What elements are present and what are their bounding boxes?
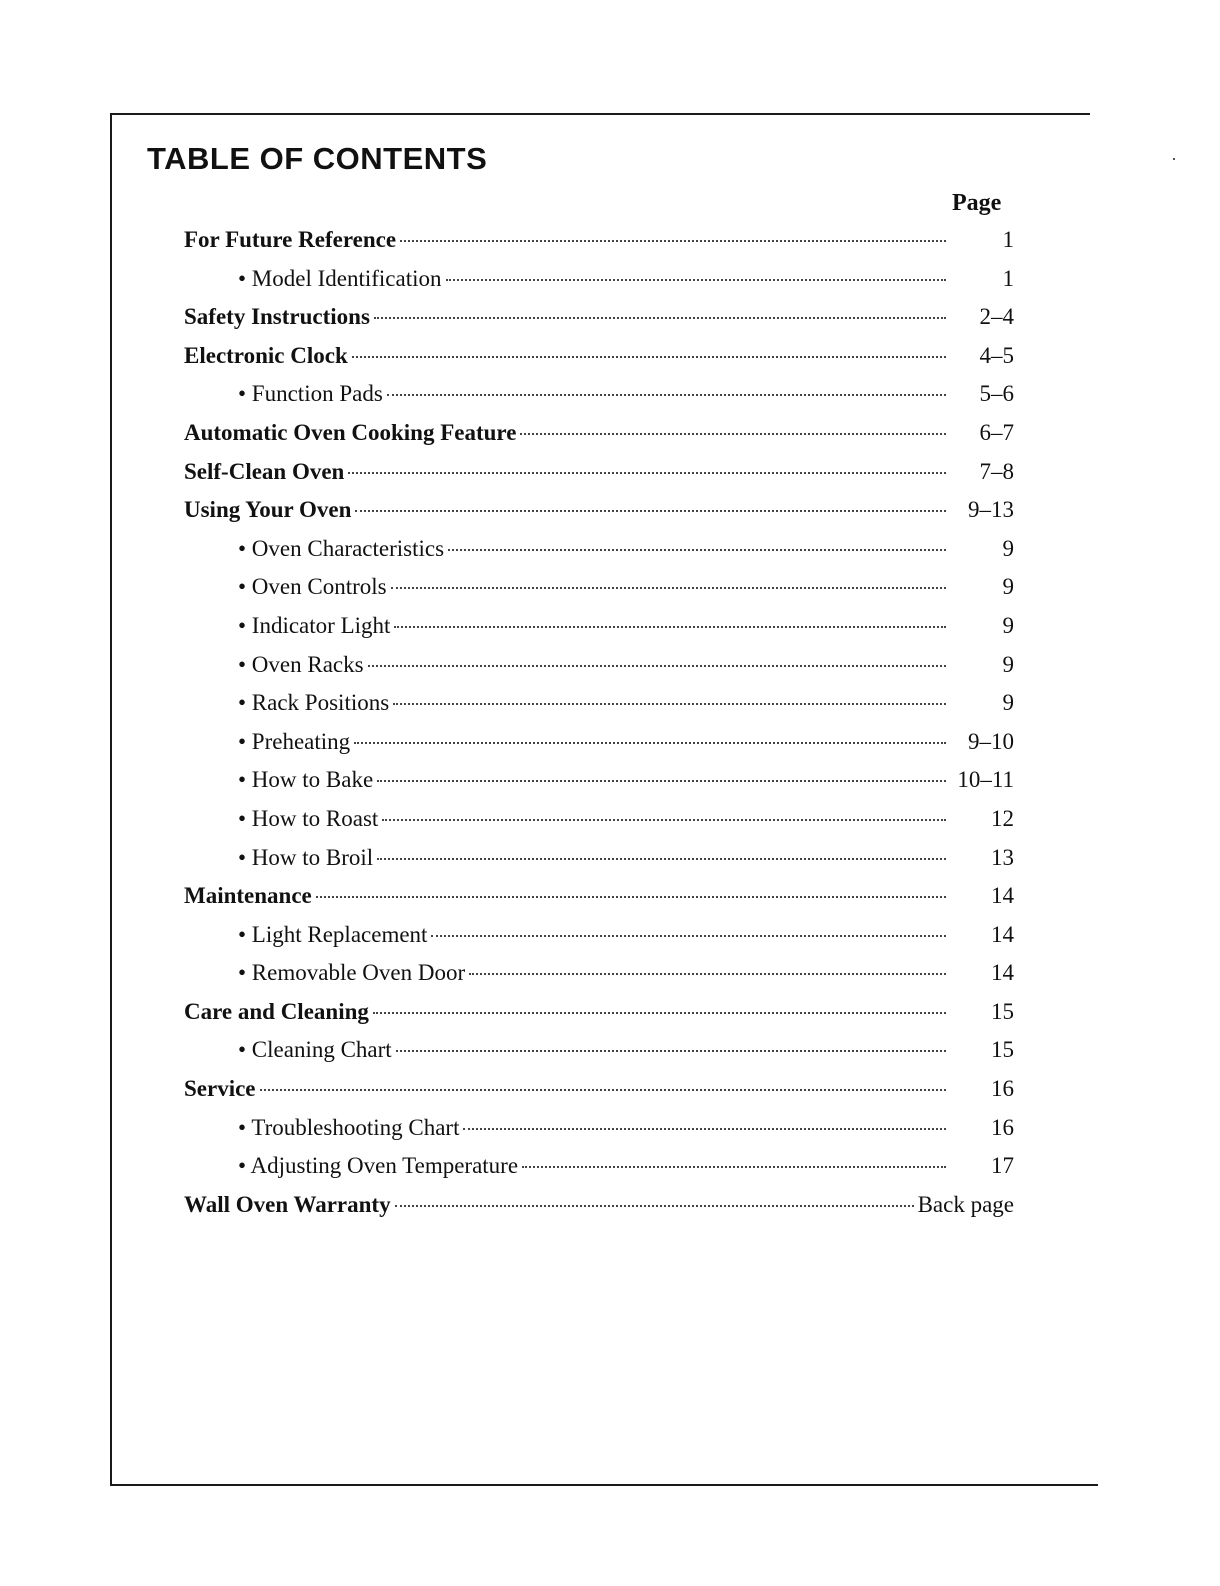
toc-entry-label: Wall Oven Warranty <box>184 1191 391 1217</box>
toc-section-entry <box>184 343 1014 382</box>
dot-leader <box>354 742 946 744</box>
toc-section-entry <box>184 420 1014 459</box>
toc-entry-page-number: 15 <box>991 998 1014 1024</box>
toc-entry-page-number: 9 <box>1002 612 1014 638</box>
toc-entry-page-number: 16 <box>991 1076 1014 1102</box>
toc-entry-label: For Future Reference <box>184 227 397 252</box>
toc-entry-page-number: 6–7 <box>979 419 1014 445</box>
dot-leader <box>400 240 946 242</box>
toc-entry-label: • Rack Positions <box>238 690 390 716</box>
dot-leader <box>469 973 946 975</box>
toc-section-entry <box>184 227 1014 266</box>
toc-subsection-entry <box>184 845 1014 884</box>
dot-leader <box>368 665 946 667</box>
dot-leader <box>373 1012 946 1014</box>
frame-bottom-rule <box>112 1484 1098 1486</box>
toc-subsection-entry <box>184 767 1014 806</box>
toc-subsection-entry <box>184 960 1014 999</box>
frame-top-rule <box>110 113 1090 115</box>
toc-entry-label: Electronic Clock <box>184 342 348 368</box>
dot-leader <box>520 433 946 435</box>
toc-entry-page-number: 10–11 <box>957 767 1014 793</box>
toc-entry-page-number: 17 <box>991 1153 1014 1179</box>
toc-subsection-entry <box>184 613 1014 652</box>
dot-leader <box>463 1128 946 1130</box>
toc-section-entry <box>184 883 1014 922</box>
toc-entry-page-number: Back page <box>917 1191 1014 1217</box>
toc-subsection-entry <box>184 536 1014 575</box>
toc-entry-page-number: 16 <box>991 1114 1014 1140</box>
toc-entry-page-number: 9 <box>1002 574 1014 600</box>
dot-leader <box>396 1050 946 1052</box>
toc-entry-page-number: 2–4 <box>979 304 1014 330</box>
toc-entry-page-number: 15 <box>991 1037 1014 1063</box>
toc-entry-label: • Preheating <box>238 728 351 754</box>
toc-section-entry <box>184 1192 1014 1231</box>
toc-subsection-entry <box>184 574 1014 613</box>
toc-entry-label: • Adjusting Oven Temperature <box>238 1153 519 1179</box>
dot-leader <box>352 356 946 358</box>
dot-leader <box>382 819 946 821</box>
toc-entry-page-number: 9–13 <box>968 497 1014 523</box>
dot-leader <box>395 1205 914 1207</box>
dot-leader <box>394 626 946 628</box>
toc-entry-page-number: 14 <box>991 960 1014 986</box>
toc-subsection-entry <box>184 729 1014 768</box>
toc-subsection-entry <box>184 806 1014 845</box>
toc-subsection-entry <box>184 690 1014 729</box>
toc-entry-label: • How to Broil <box>238 844 374 870</box>
toc-entry-page-number: 12 <box>991 805 1014 831</box>
toc-entry-label: • How to Bake <box>238 767 374 793</box>
toc-entry-page-number: 5–6 <box>979 381 1014 407</box>
toc-entry-label: Self-Clean Oven <box>184 458 345 484</box>
dot-leader <box>446 279 947 281</box>
toc-entry-label: • Model Identification <box>238 265 442 291</box>
scan-speck <box>1173 158 1175 160</box>
dot-leader <box>448 549 946 551</box>
frame-left-rule <box>110 113 112 1486</box>
toc-entry-label: Automatic Oven Cooking Feature <box>184 419 517 445</box>
toc-entry-label: Care and Cleaning <box>184 998 369 1024</box>
toc-subsection-entry <box>184 266 1014 305</box>
dot-leader <box>377 780 946 782</box>
toc-entry-page-number: 4–5 <box>979 342 1014 368</box>
toc-section-entry <box>184 999 1014 1038</box>
dot-leader <box>431 935 946 937</box>
toc-entry-page-number: 9 <box>1002 535 1014 561</box>
toc-section-entry <box>184 304 1014 343</box>
dot-leader <box>377 858 946 860</box>
toc-entry-page-number: 1 <box>1002 265 1014 291</box>
toc-subsection-entry <box>184 1115 1014 1154</box>
toc-entry-page-number: 13 <box>991 844 1014 870</box>
toc-subsection-entry <box>184 922 1014 961</box>
toc-entry-label: • Oven Characteristics <box>238 535 445 561</box>
toc-entry-page-number: 7–8 <box>979 458 1014 484</box>
toc-section-entry <box>184 1076 1014 1115</box>
toc-entry-label: • Troubleshooting Chart <box>238 1114 460 1140</box>
toc-entry-page-number: 9 <box>1002 651 1014 677</box>
toc-entry-page-number: 9 <box>1002 690 1014 716</box>
page-title: TABLE OF CONTENTS <box>147 141 488 176</box>
toc-entry-page-number: 1 <box>1002 227 1014 252</box>
toc-section-entry <box>184 459 1014 498</box>
toc-subsection-entry <box>184 381 1014 420</box>
toc-entry-label: • Light Replacement <box>238 921 428 947</box>
dot-leader <box>393 703 946 705</box>
toc-entry-label: • Oven Controls <box>238 574 387 600</box>
toc-subsection-entry <box>184 652 1014 691</box>
dot-leader <box>374 317 946 319</box>
dot-leader <box>316 896 946 898</box>
dot-leader <box>522 1166 946 1168</box>
toc-section-entry <box>184 497 1014 536</box>
toc-entry-label: Service <box>184 1076 256 1102</box>
toc-entry-label: • Cleaning Chart <box>238 1037 392 1063</box>
toc-entry-page-number: 14 <box>991 883 1014 909</box>
toc-entry-label: • Function Pads <box>238 381 383 407</box>
toc-entry-label: Safety Instructions <box>184 304 370 330</box>
toc-entry-label: • Removable Oven Door <box>238 960 466 986</box>
toc-subsection-entry <box>184 1037 1014 1076</box>
toc-entry-label: • Indicator Light <box>238 612 391 638</box>
toc-entry-label: Maintenance <box>184 883 312 909</box>
toc-list <box>184 227 1014 1230</box>
dot-leader <box>355 510 946 512</box>
toc-entry-page-number: 14 <box>991 921 1014 947</box>
dot-leader <box>387 394 946 396</box>
toc-entry-label: • How to Roast <box>238 805 379 831</box>
toc-entry-label: Using Your Oven <box>184 497 352 523</box>
page-column-header: Page <box>952 190 1002 216</box>
toc-entry-label: • Oven Racks <box>238 651 364 677</box>
toc-entry-page-number: 9–10 <box>968 728 1014 754</box>
toc-subsection-entry <box>184 1153 1014 1192</box>
dot-leader <box>260 1089 946 1091</box>
dot-leader <box>348 472 946 474</box>
dot-leader <box>391 587 946 589</box>
